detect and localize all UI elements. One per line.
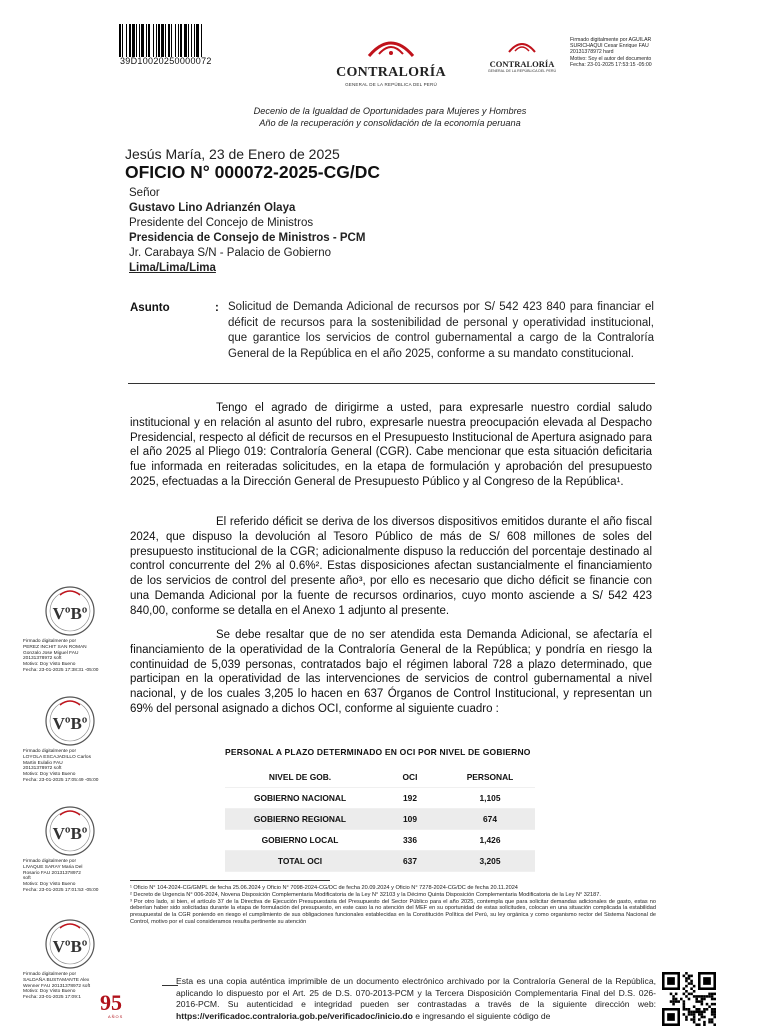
qr-module bbox=[698, 995, 701, 998]
qr-module bbox=[703, 995, 706, 998]
qr-module bbox=[683, 1008, 686, 1011]
side-signature-line: Fecha: 23-01-2025 17:05:49 -05:00 bbox=[23, 777, 99, 783]
qr-module bbox=[693, 1005, 696, 1008]
vb-seal-icon bbox=[44, 805, 96, 857]
table-cell: 637 bbox=[375, 851, 445, 872]
qr-module bbox=[672, 1000, 675, 1003]
decenio-header bbox=[150, 105, 630, 129]
table-row bbox=[225, 809, 535, 830]
qr-module bbox=[688, 993, 691, 996]
qr-code-icon bbox=[662, 972, 716, 1026]
qr-module bbox=[713, 993, 716, 996]
footer-text: Esta es una copia auténtica imprimible de un documento electrónico archivado por la Contraloría General de la República, aplicando lo dispuesto por el Art. 25 de D.S. 070-2013-PCM y la Tercera Disposición Complementaria Final del D.S. 026- 2016-PCM. Su autenticidad e integridad pueden ser contrastadas a través de la siguiente dirección web: bbox=[176, 976, 656, 1009]
verification-link[interactable]: https://verificadoc.contraloria.gob.pe/verificadoc/inicio.do bbox=[176, 1010, 413, 1021]
side-signature-line: LOYOLA ESCAJADILLO Carlos bbox=[23, 754, 91, 760]
oficio-number: OFICIO N° 000072-2025-CG/DC bbox=[125, 162, 381, 182]
qr-finder bbox=[667, 1013, 675, 1021]
logo-name: CONTRALORÍA bbox=[336, 65, 446, 80]
asunto-label: Asunto bbox=[130, 302, 170, 314]
side-signature-line: Wenner FAU 20131378972 soft bbox=[23, 983, 91, 989]
asunto-colon: : bbox=[215, 302, 219, 314]
qr-module bbox=[711, 998, 714, 1001]
footnotes bbox=[130, 885, 656, 926]
qr-module bbox=[683, 993, 686, 996]
qr-module bbox=[713, 1003, 716, 1006]
footer-tail: e ingresando el siguiente código de bbox=[412, 1010, 551, 1021]
qr-module bbox=[688, 977, 691, 980]
visto-bueno-stamp bbox=[44, 695, 96, 747]
table-cell: 1,105 bbox=[445, 788, 535, 809]
visto-bueno-stamp bbox=[44, 918, 96, 970]
addressee-position: Presidente del Concejo de Ministros bbox=[129, 217, 314, 229]
qr-module bbox=[688, 982, 691, 985]
qr-module bbox=[695, 1011, 698, 1014]
qr-module bbox=[711, 1003, 714, 1006]
qr-module bbox=[683, 975, 686, 978]
vb-seal-icon bbox=[44, 695, 96, 747]
qr-module bbox=[690, 980, 693, 983]
vb-stamp-text: VºBº bbox=[52, 824, 88, 843]
qr-module bbox=[695, 998, 698, 1001]
table-cell: GOBIERNO REGIONAL bbox=[225, 809, 375, 830]
qr-module bbox=[688, 1011, 691, 1014]
qr-module bbox=[683, 1000, 686, 1003]
qr-module bbox=[701, 1011, 704, 1014]
qr-module bbox=[701, 1013, 704, 1016]
qr-module bbox=[690, 987, 693, 990]
qr-module bbox=[698, 1013, 701, 1016]
side-signature-line: Fecha: 23-01-2025 17:01:53 -05:00 bbox=[23, 887, 99, 893]
side-signature-line: 20131378972 soft bbox=[23, 766, 62, 772]
qr-module bbox=[685, 985, 688, 988]
logo-subtitle: GENERAL DE LA REPÚBLICA DEL PERÚ bbox=[345, 82, 437, 87]
side-signature-line: PEREZ INCHIT SAN ROMAN bbox=[23, 644, 87, 650]
footnote-divider bbox=[130, 880, 330, 881]
side-signature-line: Firmado digitalmente por bbox=[23, 859, 77, 864]
side-signature-line: Gonzalo Jose Miguel FAU bbox=[23, 650, 79, 656]
qr-module bbox=[670, 993, 673, 996]
digital-signature-top bbox=[570, 37, 720, 68]
side-signature-line: Motivo: Doy Visto Bueno bbox=[23, 882, 76, 888]
qr-module bbox=[698, 1000, 701, 1003]
body-paragraph-2: El referido déficit se deriva de los diversos dispositivos emitidos durante el año fiscal 2024, que dispuso la devolución al Tesoro Público de más de S/ 608 millones de soles del presupuesto institucional de la CGR; adicionalmente dispuso la reducción del porcentaje destinado al control concurrente del 2% al 0.6%². Estas disposiciones afectan sustancialmente el financiamiento de los servicios de control del presente año³, por ello es necesario que dicho déficit se financie con una Demanda Adicional por la fuente de recursos ordinarios, cuyo monto asciende a S/ 542 423 840,00, conforme se detalla en el Anexo 1 adjunto al presente. bbox=[130, 516, 652, 617]
side-signature-line: Fecha: 23-01-2025 17:09:1 bbox=[23, 995, 81, 1001]
qr-module bbox=[711, 995, 714, 998]
vb-seal-icon bbox=[44, 585, 96, 637]
qr-module bbox=[711, 1013, 714, 1016]
body-paragraph-1: Tengo el agrado de dirigirme a usted, para expresarle nuestro cordial saludo institucional y en relación al asunto del rubro, expresarle nuestra preocupación elevada al Despacho Presidencial, respecto al déficit de recursos en el Presupuesto Institucional de Apertura asignado para el año 2025 al Pliego 019: Contraloría General (CGR). Cabe mencionar que esta situación deficitaria fue informada en reiteradas solicitudes, en la etapa de formulación y aprobación del presupuesto 2025, efectuadas a la Dirección General de Presupuesto Público y al Congreso de la República¹. bbox=[130, 402, 652, 488]
qr-module bbox=[708, 1018, 711, 1021]
side-signature-line: soft bbox=[23, 876, 31, 882]
asunto-text: Solicitud de Demanda Adicional de recursos por S/ 542 423 840 para financiar el déficit de recursos para la sostenibilidad de personal y operatividad institucional, que garantice los servicios de control gubernamental a cargo de la Contraloría General de la República en el año 2025, conforme a su mandato constitucional. bbox=[228, 301, 654, 360]
vb-seal-icon bbox=[44, 918, 96, 970]
qr-finder bbox=[703, 977, 711, 985]
barcode bbox=[119, 24, 251, 57]
qr-module bbox=[693, 990, 696, 993]
side-signature-line: Fecha: 23-01-2025 17:38:31 -05:00 bbox=[23, 667, 99, 673]
qr-module bbox=[703, 998, 706, 1001]
qr-module bbox=[685, 980, 688, 983]
table-row bbox=[225, 830, 535, 851]
table-header: OCI bbox=[375, 767, 445, 788]
signature-logo bbox=[486, 38, 558, 73]
side-signature-line: Motivo: Doy Visto Bueno bbox=[23, 989, 76, 995]
qr-module bbox=[708, 1021, 711, 1024]
qr-module bbox=[685, 1008, 688, 1011]
side-signature-caption bbox=[23, 639, 133, 674]
table-row bbox=[225, 788, 535, 809]
side-signature-line: Firmado digitalmente por bbox=[23, 749, 77, 754]
divider bbox=[128, 383, 655, 384]
qr-module bbox=[695, 995, 698, 998]
decenio-line-2: Año de la recuperación y consolidación de la economía peruana bbox=[259, 118, 521, 128]
qr-module bbox=[711, 1021, 714, 1024]
qr-finder bbox=[667, 977, 675, 985]
qr-module bbox=[706, 995, 709, 998]
qr-module bbox=[703, 1016, 706, 1019]
qr-module bbox=[706, 1008, 709, 1011]
table-cell: 109 bbox=[375, 809, 445, 830]
small-logo-emblem-icon bbox=[505, 38, 539, 54]
qr-module bbox=[688, 998, 691, 1001]
qr-module bbox=[670, 1000, 673, 1003]
qr-module bbox=[672, 995, 675, 998]
qr-module bbox=[713, 1013, 716, 1016]
salutation: Señor bbox=[129, 187, 160, 199]
qr-module bbox=[685, 1016, 688, 1019]
qr-module bbox=[690, 1011, 693, 1014]
vb-stamp-text: VºBº bbox=[52, 937, 88, 956]
qr-module bbox=[672, 998, 675, 1001]
qr-module bbox=[698, 1011, 701, 1014]
vb-stamp-text: VºBº bbox=[52, 714, 88, 733]
qr-module bbox=[701, 1000, 704, 1003]
side-signature-line: Motivo: Doy Visto Bueno bbox=[23, 662, 76, 668]
qr-module bbox=[683, 1003, 686, 1006]
addressee-entity: Presidencia de Consejo de Ministros - PCM bbox=[129, 232, 366, 244]
barcode-bar bbox=[201, 24, 202, 57]
table-cell: TOTAL OCI bbox=[225, 851, 375, 872]
visto-bueno-stamp bbox=[44, 805, 96, 857]
footnote-2: ² Decreto de Urgencia N° 006-2024, Novena Disposición Complementaria Modificatoria de la Ley N° 32103 y la Décimo Quinta Disposición Complementaria Modificatoria de la Ley N° 32187. bbox=[130, 891, 601, 898]
side-signature-line: Martin Eulalio FAU bbox=[23, 760, 63, 766]
qr-module bbox=[685, 977, 688, 980]
authenticity-footer bbox=[176, 976, 656, 1022]
qr-module bbox=[693, 995, 696, 998]
qr-module bbox=[708, 993, 711, 996]
qr-module bbox=[683, 987, 686, 990]
qr-module bbox=[693, 1016, 696, 1019]
qr-module bbox=[690, 993, 693, 996]
addressee-address: Jr. Carabaya S/N - Palacio de Gobierno bbox=[129, 247, 331, 259]
table-header-row bbox=[225, 767, 535, 788]
qr-module bbox=[693, 1018, 696, 1021]
table-row-total bbox=[225, 851, 535, 872]
qr-module bbox=[695, 1008, 698, 1011]
side-signature-line: Rosario FAU 20131378972 bbox=[23, 870, 81, 876]
side-signature-line: Firmado digitalmente por bbox=[23, 639, 77, 644]
vb-stamp-text: VºBº bbox=[52, 604, 88, 623]
qr-module bbox=[706, 1003, 709, 1006]
qr-module bbox=[690, 1018, 693, 1021]
addressee-city: Lima/Lima/Lima bbox=[129, 262, 216, 274]
footnote-1: ¹ Oficio N° 104-2024-CG/GMPL de fecha 25.06.2024 y Oficio N° 7098-2024-CG/DC de fecha 20.09.2024 y Oficio N° 7278-2024-CG/DC de fecha 20.11.2024 bbox=[130, 885, 518, 891]
qr-module bbox=[677, 1000, 680, 1003]
qr-module bbox=[695, 1000, 698, 1003]
qr-module bbox=[690, 1013, 693, 1016]
small-logo-name: CONTRALORÍA bbox=[489, 59, 555, 69]
small-logo-subtitle: GENERAL DE LA REPÚBLICA DEL PERÚ bbox=[487, 69, 557, 73]
table-cell: 192 bbox=[375, 788, 445, 809]
signature-line: SURICHAQUI Cesar Enrique FAU bbox=[570, 43, 649, 50]
table-cell: GOBIERNO NACIONAL bbox=[225, 788, 375, 809]
qr-module bbox=[708, 1005, 711, 1008]
qr-module bbox=[701, 995, 704, 998]
side-signature-caption bbox=[23, 859, 133, 894]
anniversary-sub: AÑOS bbox=[108, 1014, 124, 1019]
table-header: PERSONAL bbox=[445, 767, 535, 788]
anniversary-logo: 95 bbox=[100, 990, 122, 1015]
document-date: Jesús María, 23 de Enero de 2025 bbox=[125, 146, 340, 162]
qr-module bbox=[690, 975, 693, 978]
contraloria-logo bbox=[332, 34, 450, 87]
logo-emblem-icon bbox=[361, 34, 421, 60]
qr-module bbox=[713, 1011, 716, 1014]
qr-module bbox=[675, 993, 678, 996]
table-cell: 3,205 bbox=[445, 851, 535, 872]
qr-module bbox=[685, 972, 688, 975]
qr-module bbox=[711, 993, 714, 996]
qr-module bbox=[713, 998, 716, 1001]
qr-module bbox=[703, 1008, 706, 1011]
table-header: NIVEL DE GOB. bbox=[225, 767, 375, 788]
qr-module bbox=[683, 1005, 686, 1008]
qr-module bbox=[693, 1011, 696, 1014]
qr-module bbox=[685, 995, 688, 998]
qr-module bbox=[690, 982, 693, 985]
oci-table bbox=[225, 767, 535, 872]
qr-module bbox=[698, 1008, 701, 1011]
barcode-number: 39D10020250000072 bbox=[120, 56, 212, 66]
qr-module bbox=[693, 1013, 696, 1016]
footnote-3: ³ Por otro lado, si bien, el artículo 37 de la Directiva de Ejecución Presupuestaria del Presupuesto del Sector Público para el año 2025, contempla que para solicitar demandas adicionales de gasto, estas no deberían haber sido solicitadas durante la etapa de formulación del presupuesto, en este caso la no atención del MEF en su oportunidad de estas solicitudes, colocan en una situación complicada la estabilidad presupuestal de la CGR poniendo en riesgo el cumplimiento de sus obligaciones funcionales establecidas en la Constitución Política del Perú, su ley orgánica y como organismo rector del Sistema Nacional de Control, motivo por el cual consideramos resulta pertinente su atención bbox=[130, 898, 656, 925]
qr-module bbox=[675, 1000, 678, 1003]
qr-module bbox=[688, 1008, 691, 1011]
side-signature-line: Firmado digitalmente por bbox=[23, 972, 77, 977]
table-cell: 674 bbox=[445, 809, 535, 830]
qr-module bbox=[713, 1008, 716, 1011]
visto-bueno-stamp bbox=[44, 585, 96, 637]
side-signature-line: 20131378972 soft bbox=[23, 656, 62, 662]
decenio-line-1: Decenio de la Igualdad de Oportunidades para Mujeres y Hombres bbox=[253, 106, 527, 116]
qr-module bbox=[703, 1021, 706, 1024]
qr-module bbox=[701, 1016, 704, 1019]
qr-module bbox=[701, 1003, 704, 1006]
side-signature-line: SALDAÑA BUSTAMANTE Alex bbox=[23, 977, 90, 983]
qr-module bbox=[703, 1011, 706, 1014]
table-cell: GOBIERNO LOCAL bbox=[225, 830, 375, 851]
signature-line: Firmado digitalmente por AGUILAR bbox=[570, 37, 652, 43]
side-signature-line: LIVAQUE SARAY Maria Del bbox=[23, 864, 83, 870]
signature-line: Motivo: Soy el autor del documento bbox=[570, 55, 652, 62]
body-paragraph-3: Se debe resaltar que de no ser atendida esta Demanda Adicional, se afectaría el financiamiento de la operatividad de la Contraloría General de la República; y pondría en riesgo la continuidad de 5,039 personas, contratados bajo el régimen laboral 728 a plazo determinado, que participan en la operatividad de las intervenciones de servicios de control gubernamental a nivel nacional, y de los cuales 3,205 lo hacen en 637 Órganos de Control Institucional, y representan un 69% del personal asignado a dichos OCI, conforme al siguiente cuadro : bbox=[130, 629, 652, 715]
table-title: PERSONAL A PLAZO DETERMINADO EN OCI POR NIVEL DE GOBIERNO bbox=[225, 747, 531, 757]
qr-module bbox=[711, 1018, 714, 1021]
qr-module bbox=[711, 1008, 714, 1011]
qr-module bbox=[685, 1018, 688, 1021]
qr-module bbox=[675, 998, 678, 1001]
qr-module bbox=[685, 990, 688, 993]
addressee-block bbox=[129, 186, 365, 276]
signature-line: 20131378972 hard bbox=[570, 49, 614, 56]
qr-module bbox=[680, 998, 683, 1001]
qr-module bbox=[683, 1013, 686, 1016]
qr-module bbox=[693, 985, 696, 988]
side-signature-caption bbox=[23, 749, 133, 784]
qr-module bbox=[672, 1003, 675, 1006]
side-signature-line: Motivo: Doy Visto Bueno bbox=[23, 772, 76, 778]
addressee-name: Gustavo Lino Adrianzén Olaya bbox=[129, 202, 296, 214]
table-cell: 1,426 bbox=[445, 830, 535, 851]
signature-line: Fecha: 23-01-2025 17:53:15 -05:00 bbox=[570, 61, 652, 68]
table-cell: 336 bbox=[375, 830, 445, 851]
qr-module bbox=[708, 995, 711, 998]
qr-module bbox=[688, 975, 691, 978]
qr-module bbox=[701, 998, 704, 1001]
qr-module bbox=[693, 1021, 696, 1024]
qr-module bbox=[698, 1018, 701, 1021]
qr-module bbox=[713, 1016, 716, 1019]
qr-module bbox=[688, 1013, 691, 1016]
qr-module bbox=[711, 1011, 714, 1014]
